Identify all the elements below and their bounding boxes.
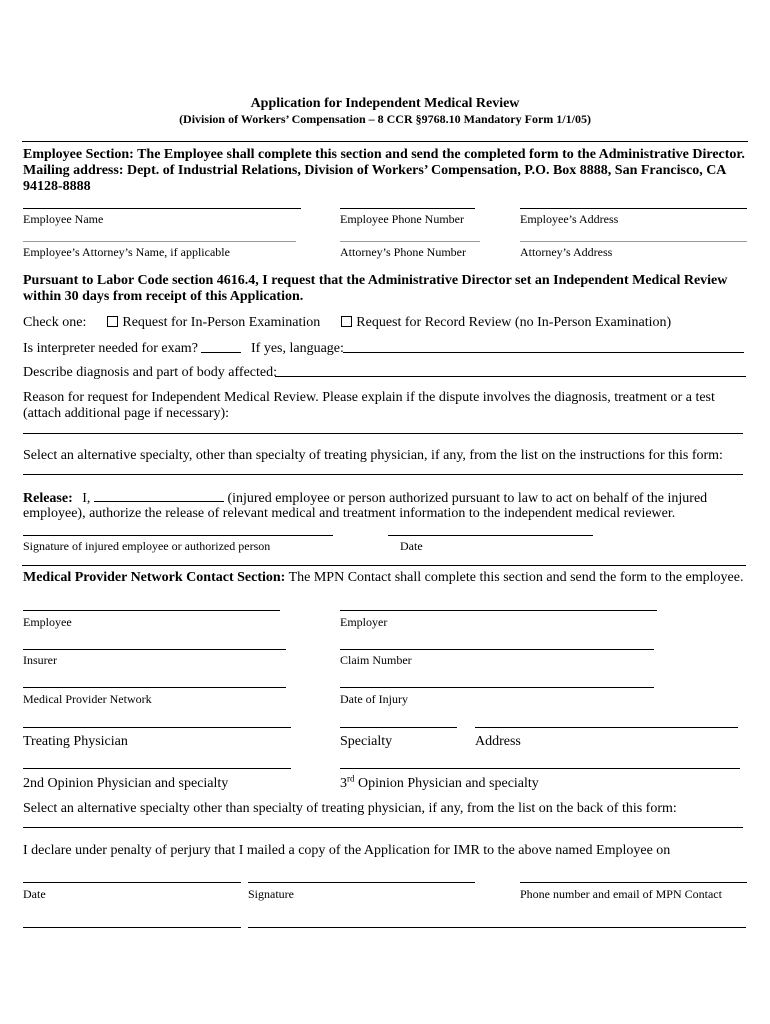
form-title: Application for Independent Medical Review: [250, 96, 520, 111]
footer-contact-label: Phone number and email of MPN Contact: [520, 887, 722, 901]
third-opinion-number: 3: [340, 776, 347, 791]
third-opinion-suffix: rd: [347, 773, 355, 784]
physician-address-field[interactable]: [475, 727, 738, 728]
second-opinion-field[interactable]: [23, 768, 291, 769]
record-review-checkbox[interactable]: [341, 316, 352, 327]
footer-contact-field[interactable]: [520, 882, 747, 883]
release-date-label: Date: [400, 539, 423, 553]
release-i: I,: [82, 491, 91, 506]
pursuant-line-2: within 30 days from receipt of this Application.: [23, 289, 304, 304]
release-label: Release:: [23, 491, 73, 506]
mailing-address: Mailing address: Dept. of Industrial Relations, Division of Workers’ Compensation, P.O. Box 8888, San Francisco, CA: [23, 163, 727, 178]
employee-phone-field[interactable]: [340, 208, 475, 209]
alt-specialty-field[interactable]: [23, 474, 743, 475]
in-person-option-label: Request for In-Person Examination: [122, 315, 321, 330]
reason-line-1: Reason for request for Independent Medical Review. Please explain if the dispute involves the diagnosis, treatment or a test: [23, 390, 715, 405]
diagnosis-field[interactable]: [275, 376, 746, 377]
diagnosis-label: Describe diagnosis and part of body affected:: [23, 365, 277, 380]
mpn-section-heading: [23, 569, 743, 586]
check-one-row: [23, 314, 671, 331]
attorney-name-field[interactable]: [23, 241, 296, 242]
footer-signature-label: Signature: [248, 887, 294, 901]
release-signature-field[interactable]: [23, 535, 333, 536]
mpn-insurer-label: Insurer: [23, 653, 57, 667]
form-subtitle: (Division of Workers’ Compensation – 8 CCR §9768.10 Mandatory Form 1/1/05): [179, 112, 591, 126]
attorney-phone-label: Attorney’s Phone Number: [340, 245, 466, 259]
footer-signature-field[interactable]: [248, 882, 475, 883]
footer-extra-field-1[interactable]: [23, 927, 241, 928]
mpn-insurer-field[interactable]: [23, 649, 286, 650]
section-divider: [22, 141, 748, 142]
employee-section-heading: Employee Section: The Employee shall complete this section and send the completed form to the Administrative Director.: [23, 147, 745, 162]
employee-address-field[interactable]: [520, 208, 747, 209]
interpreter-language-field[interactable]: [343, 352, 744, 353]
interpreter-needed-field[interactable]: [201, 352, 241, 353]
interpreter-language-label: If yes, language:: [251, 341, 344, 356]
alt-specialty-2-label: Select an alternative specialty other than specialty of treating physician, if any, from the list on the back of this form:: [23, 801, 677, 816]
footer-extra-field-2[interactable]: [248, 927, 746, 928]
second-opinion-label: 2nd Opinion Physician and specialty: [23, 776, 229, 791]
employee-name-label: Employee Name: [23, 212, 104, 226]
reason-line-2: (attach additional page if necessary):: [23, 406, 230, 421]
physician-address-label: Address: [475, 734, 521, 749]
pursuant-line-1: Pursuant to Labor Code section 4616.4, I request that the Administrative Director set an Independent Medical Review: [23, 273, 728, 288]
in-person-checkbox[interactable]: [107, 316, 118, 327]
interpreter-question: Is interpreter needed for exam?: [23, 341, 198, 356]
footer-date-label: Date: [23, 887, 46, 901]
section-divider: [22, 565, 746, 566]
specialty-label: Specialty: [340, 734, 393, 749]
mpn-employee-field[interactable]: [23, 610, 280, 611]
treating-physician-label: Treating Physician: [23, 734, 128, 749]
reason-field[interactable]: [23, 433, 743, 434]
specialty-field[interactable]: [340, 727, 457, 728]
check-one-label: Check one:: [23, 315, 87, 330]
release-name-field[interactable]: [94, 489, 224, 502]
third-opinion-field[interactable]: [340, 768, 740, 769]
mpn-claim-number-field[interactable]: [340, 649, 654, 650]
attorney-name-label: Employee’s Attorney’s Name, if applicable: [23, 245, 230, 259]
treating-physician-field[interactable]: [23, 727, 291, 728]
alt-specialty-label: Select an alternative specialty, other than specialty of treating physician, if any, from the list on the instructions for this form:: [23, 448, 723, 463]
mpn-heading-text: The MPN Contact shall complete this section and send the form to the employee.: [288, 570, 744, 585]
third-opinion-text: Opinion Physician and specialty: [354, 776, 539, 791]
employee-phone-label: Employee Phone Number: [340, 212, 464, 226]
mpn-claim-number-label: Claim Number: [340, 653, 412, 667]
attorney-phone-field[interactable]: [340, 241, 480, 242]
declaration-text: I declare under penalty of perjury that I mailed a copy of the Application for IMR to the above named Employee on: [23, 843, 671, 858]
alt-specialty-2-field[interactable]: [23, 827, 743, 828]
release-text-2: employee), authorize the release of relevant medical and treatment information to the independent medical reviewer.: [23, 506, 676, 521]
employee-name-field[interactable]: [23, 208, 301, 209]
third-opinion-label: [340, 775, 539, 792]
attorney-address-label: Attorney’s Address: [520, 245, 613, 259]
mpn-heading-label: Medical Provider Network Contact Section:: [23, 570, 286, 585]
mailing-zip: 94128-8888: [23, 179, 91, 194]
mpn-network-label: Medical Provider Network: [23, 692, 152, 706]
mpn-employer-label: Employer: [340, 615, 388, 629]
mpn-date-of-injury-label: Date of Injury: [340, 692, 408, 706]
release-date-field[interactable]: [388, 535, 593, 536]
attorney-address-field[interactable]: [520, 241, 747, 242]
mpn-employer-field[interactable]: [340, 610, 657, 611]
mpn-date-of-injury-field[interactable]: [340, 687, 654, 688]
mpn-network-field[interactable]: [23, 687, 286, 688]
mpn-employee-label: Employee: [23, 615, 72, 629]
release-signature-label: Signature of injured employee or authorized person: [23, 539, 271, 553]
footer-date-field[interactable]: [23, 882, 241, 883]
release-text-1: (injured employee or person authorized pursuant to law to act on behalf of the injured: [227, 491, 708, 506]
record-review-option-label: Request for Record Review (no In-Person Examination): [356, 315, 672, 330]
employee-address-label: Employee’s Address: [520, 212, 619, 226]
